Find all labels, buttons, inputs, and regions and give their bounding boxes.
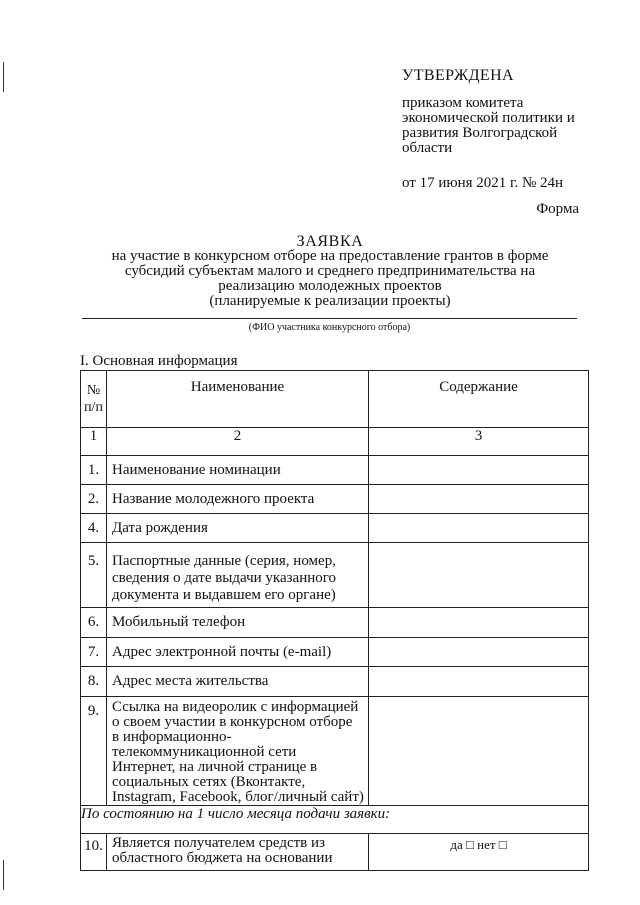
row-value-field[interactable] xyxy=(369,667,589,697)
scan-edge-mark xyxy=(3,860,4,890)
row-number: 9. xyxy=(81,697,107,806)
row-label: Дата рождения xyxy=(107,514,369,543)
row-label-line: Паспортные данные (серия, номер, xyxy=(112,553,336,569)
table-row xyxy=(81,456,589,485)
column-index-cell: 3 xyxy=(369,428,589,456)
document-title: ЗАЯВКА xyxy=(296,233,364,250)
approval-date: от 17 июня 2021 г. № 24н xyxy=(402,175,564,191)
document-subtitle-line: реализацию молодежных проектов xyxy=(218,278,442,294)
row-label xyxy=(107,697,369,806)
header-number-abbr: п/п xyxy=(84,400,103,415)
row-value-field[interactable] xyxy=(369,608,589,638)
row-label-line: социальных сетях (Вконтакте, xyxy=(112,774,306,790)
table-row xyxy=(81,514,589,543)
state-note: По состоянию на 1 число месяца подачи заявки: xyxy=(81,806,589,834)
row-number: 1. xyxy=(81,456,107,485)
approval-line: развития Волгоградской xyxy=(402,125,558,141)
row-label-line: Является получателем средств из xyxy=(112,835,325,851)
row-label-line: Интернет, на личной странице в xyxy=(112,759,318,775)
row-label-line: документа и выдавшем его органе) xyxy=(112,587,336,603)
header-number-symbol: № xyxy=(86,383,101,398)
row-number: 8. xyxy=(81,667,107,697)
document-subtitle-line: на участие в конкурсном отборе на предоставление грантов в форме xyxy=(111,248,549,264)
approval-authority xyxy=(402,96,617,156)
column-index-cell: 2 xyxy=(107,428,369,456)
scan-edge-mark xyxy=(3,62,4,92)
table-row xyxy=(81,667,589,697)
row-value-field[interactable] xyxy=(369,485,589,514)
table-header-row xyxy=(81,371,589,428)
row-number: 4. xyxy=(81,514,107,543)
header-number-cell xyxy=(81,371,107,428)
state-note-row xyxy=(81,806,589,834)
approval-line: экономической политики и xyxy=(402,110,575,126)
basic-info-table xyxy=(80,370,589,871)
row-label: Название молодежного проекта xyxy=(107,485,369,514)
row-label: Мобильный телефон xyxy=(107,608,369,638)
document-subtitle-line: субсидий субъектам малого и среднего предпринимательства на xyxy=(124,263,536,279)
table-row xyxy=(81,697,589,806)
document-subtitle-line: (планируемые к реализации проекты) xyxy=(209,293,451,309)
row-label: Адрес места жительства xyxy=(107,667,369,697)
row-label: Адрес электронной почты (e-mail) xyxy=(107,638,369,667)
fio-caption: (ФИО участника конкурсного отбора) xyxy=(248,322,411,333)
row-number: 2. xyxy=(81,485,107,514)
row-label-line: Instagram, Facebook, блог/личный сайт) xyxy=(112,789,364,805)
row-label-line: сведения о дате выдачи указанного xyxy=(112,570,337,586)
fio-signature-line[interactable] xyxy=(82,318,577,319)
header-content-cell: Содержание xyxy=(369,371,589,428)
row-label: Наименование номинации xyxy=(107,456,369,485)
approval-title: УТВЕРЖДЕНА xyxy=(402,67,515,84)
row-value-field[interactable] xyxy=(369,456,589,485)
row-label-line: в информационно- xyxy=(112,729,232,745)
table-row xyxy=(81,485,589,514)
row-value-field[interactable] xyxy=(369,638,589,667)
header-name-cell: Наименование xyxy=(107,371,369,428)
row-label-line: Ссылка на видеоролик с информацией xyxy=(112,699,359,715)
table-row xyxy=(81,608,589,638)
row-label-line: телекоммуникационной сети xyxy=(112,744,297,760)
row-value-field[interactable] xyxy=(369,543,589,608)
row-value-field[interactable] xyxy=(369,697,589,806)
row-label-line: о своем участии в конкурсном отборе xyxy=(112,714,353,730)
approval-stamp xyxy=(402,68,617,191)
row-label xyxy=(107,834,369,871)
approval-line: области xyxy=(402,140,453,156)
table-row xyxy=(81,834,589,871)
row-number: 6. xyxy=(81,608,107,638)
section-heading: I. Основная информация xyxy=(80,353,238,369)
form-label: Форма xyxy=(536,201,579,217)
yes-no-choice[interactable]: да □ нет □ xyxy=(369,834,589,871)
table-row xyxy=(81,543,589,608)
column-index-row xyxy=(81,428,589,456)
approval-line: приказом комитета xyxy=(402,95,524,111)
column-index-cell: 1 xyxy=(81,428,107,456)
row-number: 7. xyxy=(81,638,107,667)
document-title-block xyxy=(60,234,600,309)
table-row xyxy=(81,638,589,667)
row-label xyxy=(107,543,369,608)
row-number: 10. xyxy=(81,834,107,871)
row-value-field[interactable] xyxy=(369,514,589,543)
row-label-line: областного бюджета на основании xyxy=(112,850,333,866)
row-number: 5. xyxy=(81,543,107,608)
